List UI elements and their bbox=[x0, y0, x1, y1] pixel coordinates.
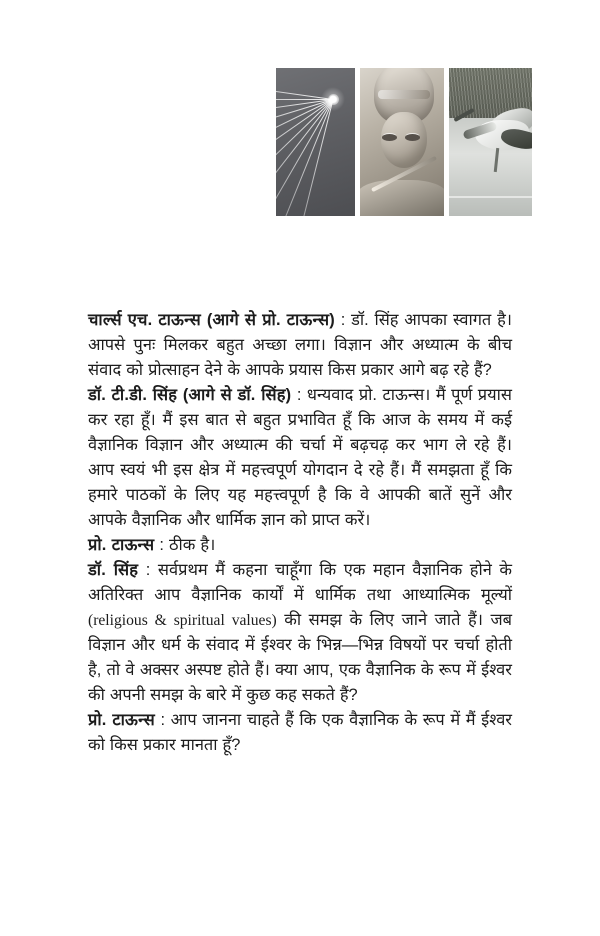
dialogue-turn-1 bbox=[88, 308, 512, 383]
photo-panel-bird-landing-on-water bbox=[449, 68, 532, 216]
dialogue-text: डॉ. सिंह आपका स्वागत है। आपसे पुनः मिलकर बहुत अच्छा लगा। विज्ञान और अध्यात्म के बीच संवाद को प्रोत्साहन देने के आपके प्रयास किस प्रकार आगे बढ़ रहे हैं? bbox=[88, 311, 512, 379]
speaker-label-townes-short: प्रो. टाऊन्स bbox=[88, 536, 155, 554]
bird-leg-shape bbox=[494, 148, 499, 172]
dialogue-text-body bbox=[88, 308, 512, 758]
photo-panel-stone-deity-with-flute bbox=[360, 68, 444, 216]
dialogue-turn-2 bbox=[88, 383, 512, 533]
speaker-label-singh-full: डॉ. टी.डी. सिंह (आगे से डॉ. सिंह) bbox=[88, 386, 292, 404]
deity-shoulder-shape bbox=[360, 180, 444, 216]
speaker-label-singh-short: डॉ. सिंह bbox=[88, 561, 139, 579]
water-ripple-shape bbox=[449, 196, 532, 198]
light-beam-icon bbox=[276, 99, 333, 100]
dialogue-text: धन्यवाद प्रो. टाऊन्स। मैं पूर्ण प्रयास कर रहा हूँ। मैं इस बात से बहुत प्रभावित हूँ कि आज के समय में कई वैज्ञानिक विज्ञान और अध्यात्म की चर्चा में बढ़चढ़ कर भाग ले रहे हैं। आप स्वयं भी इस क्षेत्र में महत्त्वपूर्ण योगदान दे रहे हैं। मैं समझता हूँ कि हमारे पाठकों के लिए यह महत्त्वपूर्ण है कि वे आपकी बातें सुनें और आपके वैज्ञानिक और धार्मिक ज्ञान को प्राप्त करें। bbox=[88, 386, 512, 529]
english-phrase-religious-spiritual-values: (religious & spiritual values) bbox=[88, 612, 277, 629]
light-beam-icon bbox=[276, 99, 333, 216]
speaker-separator: : bbox=[291, 386, 307, 404]
dialogue-turn-5 bbox=[88, 708, 512, 758]
dialogue-text: ठीक है। bbox=[168, 536, 216, 554]
speaker-separator: : bbox=[138, 561, 158, 579]
deity-crown-band-shape bbox=[378, 90, 430, 99]
speaker-separator: : bbox=[154, 536, 169, 554]
light-source-flare-icon bbox=[328, 94, 339, 105]
photo-strip bbox=[276, 68, 532, 216]
dialogue-text: आप जानना चाहते हैं कि एक वैज्ञानिक के रूप में मैं ईश्वर को किस प्रकार मानता हूँ? bbox=[88, 711, 513, 754]
deity-eye-right-shape bbox=[405, 134, 420, 141]
speaker-separator: : bbox=[334, 311, 352, 329]
speaker-label-townes-short: प्रो. टाऊन्स bbox=[88, 711, 155, 729]
speaker-label-townes-full: चार्ल्स एच. टाऊन्स (आगे से प्रो. टाऊन्स) bbox=[88, 311, 335, 329]
light-beam-icon bbox=[276, 78, 333, 100]
dialogue-turn-3 bbox=[88, 533, 512, 558]
dialogue-text-after-english: की समझ के लिए जाने जाते हैं। जब विज्ञान और धर्म के संवाद में ईश्वर के भिन्न—भिन्न विषयों पर चर्चा होती है, तो वे अक्सर अस्पष्ट होते हैं। क्या आप, एक वैज्ञानिक के रूप में ईश्वर की अपनी समझ के बारे में कुछ कह सकते हैं? bbox=[88, 611, 512, 704]
dialogue-turn-4 bbox=[88, 558, 512, 708]
dialogue-text-before-english: सर्वप्रथम मैं कहना चाहूँगा कि एक महान वैज्ञानिक होने के अतिरिक्त आप वैज्ञानिक कार्यों में धार्मिक तथा आध्यात्मिक मूल्यों bbox=[88, 561, 512, 604]
speaker-separator: : bbox=[154, 711, 171, 729]
light-beam-icon bbox=[276, 99, 333, 204]
photo-panel-laser-light-beams bbox=[276, 68, 355, 216]
deity-eye-left-shape bbox=[382, 134, 397, 141]
